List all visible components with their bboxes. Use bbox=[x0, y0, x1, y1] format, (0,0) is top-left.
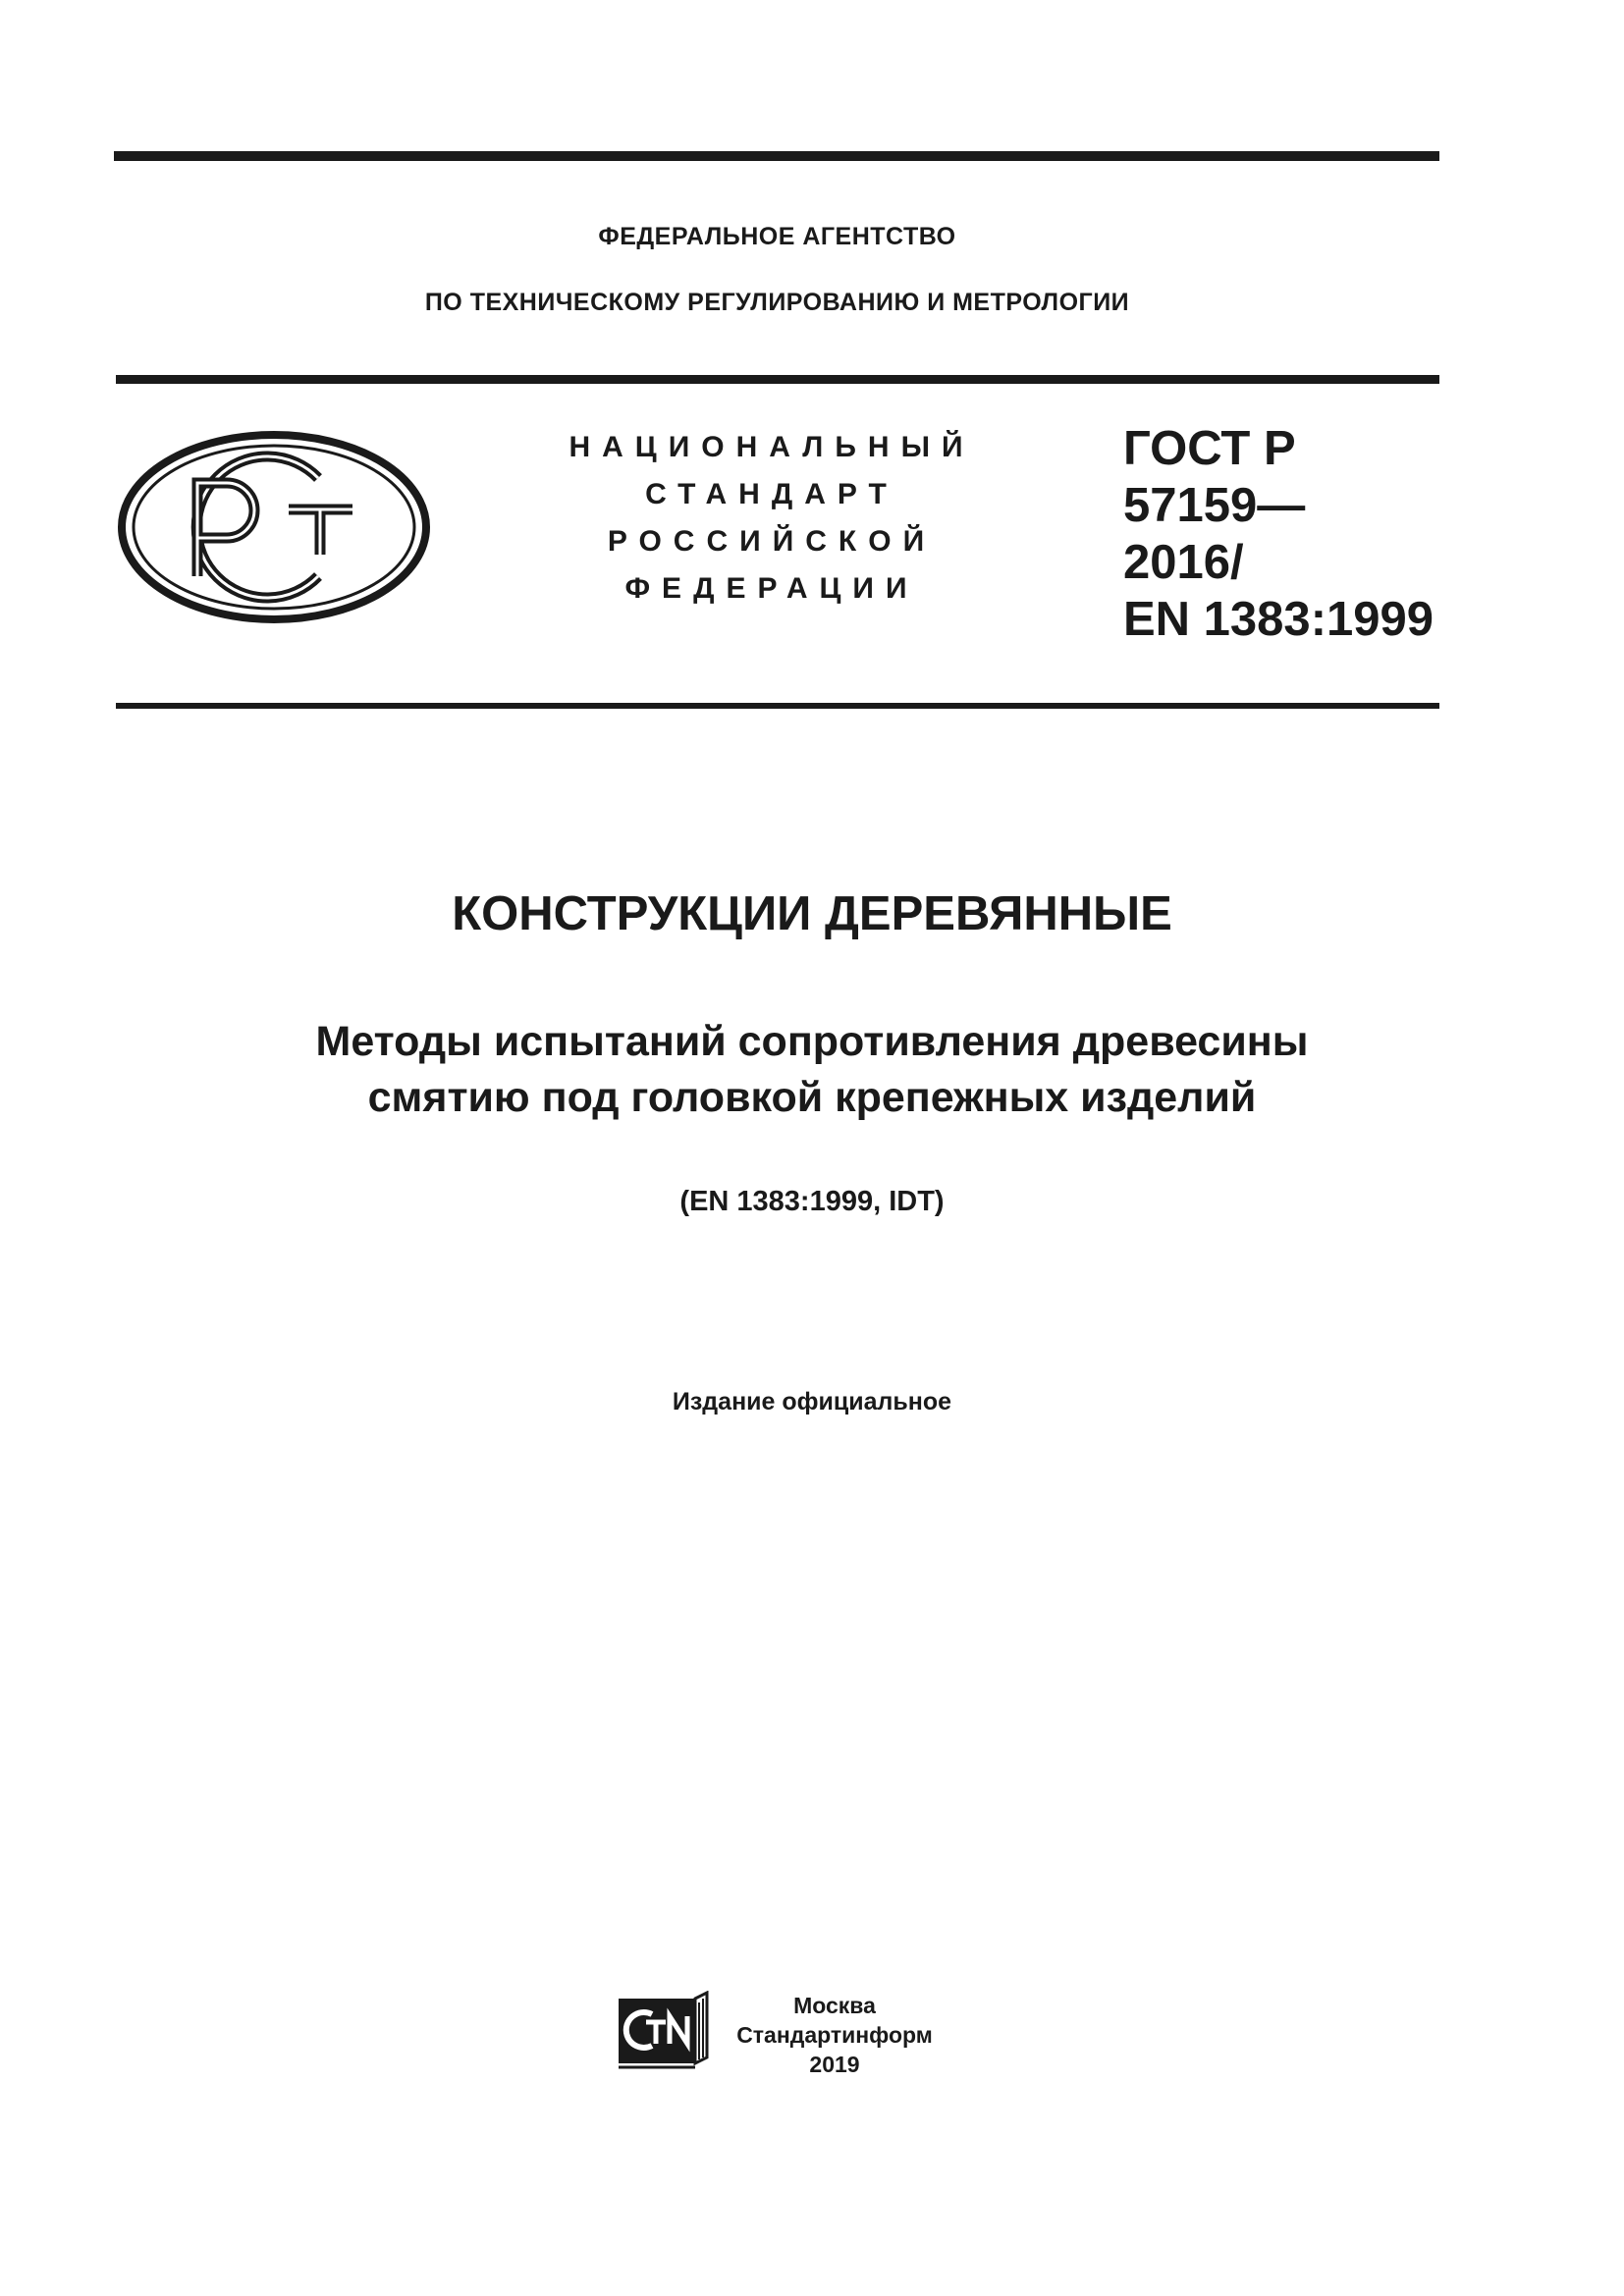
top-rule bbox=[114, 151, 1439, 161]
standartinform-logo-icon bbox=[617, 1991, 711, 2071]
imprint bbox=[727, 1991, 943, 2079]
standard-kind-line-3: РОССИЙСКОЙ bbox=[607, 525, 937, 558]
designation-line-1: ГОСТ Р bbox=[1123, 422, 1296, 475]
masthead-bottom-rule bbox=[116, 703, 1439, 709]
imprint-city: Москва bbox=[793, 1993, 876, 2018]
standard-kind bbox=[556, 424, 988, 613]
equivalence-note: (EN 1383:1999, IDT) bbox=[679, 1186, 945, 1217]
document-title: КОНСТРУКЦИИ ДЕРЕВЯННЫЕ bbox=[452, 887, 1172, 940]
subtitle-line-1: Методы испытаний сопротивления древесины bbox=[315, 1018, 1309, 1065]
document-subtitle bbox=[0, 1014, 1624, 1126]
designation-line-2: 57159— bbox=[1123, 479, 1306, 532]
rst-conformity-mark-icon bbox=[117, 429, 431, 625]
designation-line-3: 2016/ bbox=[1123, 536, 1244, 589]
agency-line-1: ФЕДЕРАЛЬНОЕ АГЕНТСТВО bbox=[598, 223, 956, 250]
standard-kind-line-1: НАЦИОНАЛЬНЫЙ bbox=[568, 431, 975, 463]
header-rule bbox=[116, 375, 1439, 384]
subtitle-line-2: смятию под головкой крепежных изделий bbox=[367, 1074, 1257, 1121]
imprint-year: 2019 bbox=[809, 2052, 860, 2077]
standard-kind-line-2: СТАНДАРТ bbox=[645, 478, 898, 510]
standard-designation bbox=[1123, 420, 1434, 648]
standard-kind-line-4: ФЕДЕРАЦИИ bbox=[624, 572, 919, 605]
edition-note: Издание официальное bbox=[672, 1388, 952, 1415]
imprint-publisher: Стандартинформ bbox=[736, 2022, 933, 2048]
designation-line-4: EN 1383:1999 bbox=[1123, 593, 1435, 646]
agency-line-2: ПО ТЕХНИЧЕСКОМУ РЕГУЛИРОВАНИЮ И МЕТРОЛОГИИ bbox=[424, 289, 1130, 316]
